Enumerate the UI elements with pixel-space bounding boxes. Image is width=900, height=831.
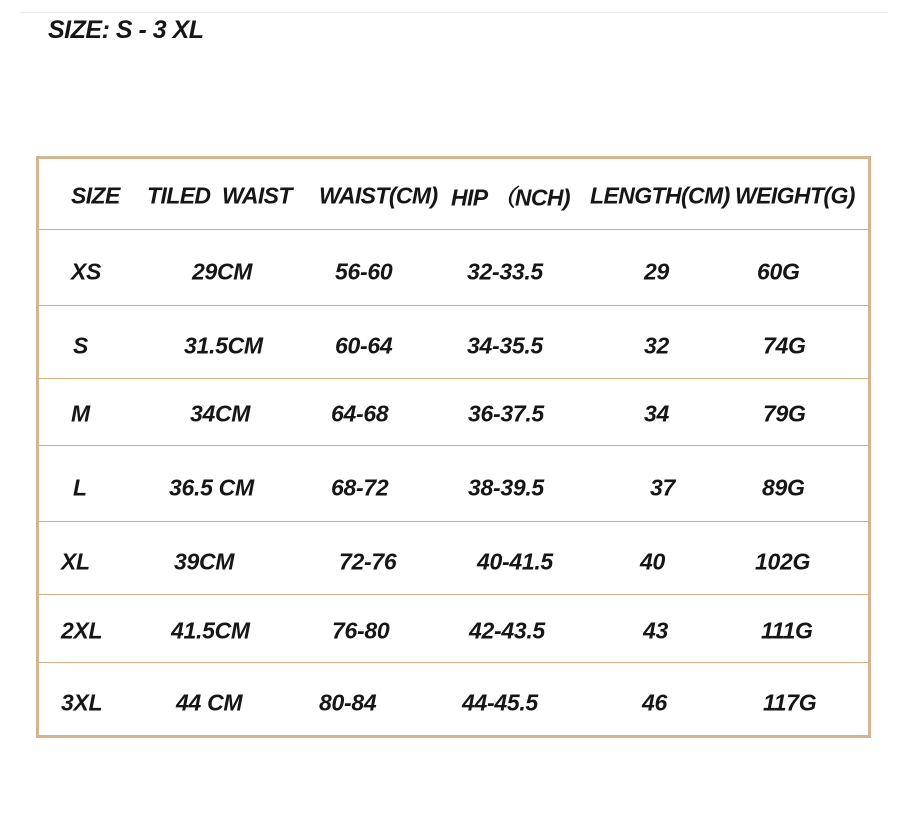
cell-waist: 68-72 — [331, 474, 389, 501]
size-range-title: SIZE: S - 3 XL — [48, 16, 204, 44]
table-row — [39, 446, 868, 522]
cell-length: 46 — [642, 689, 667, 716]
cell-weight: 89G — [762, 474, 805, 501]
cell-waist: 56-60 — [335, 258, 393, 285]
cell-size: S — [73, 332, 89, 359]
cell-tiled-waist: 31.5CM — [184, 332, 263, 359]
cell-waist: 60-64 — [335, 332, 393, 359]
header-weight: WEIGHT(G) — [735, 182, 855, 209]
cell-waist: 64-68 — [331, 400, 389, 427]
cell-size: 2XL — [61, 617, 103, 644]
cell-tiled-waist: 44 CM — [176, 689, 243, 716]
cell-waist: 72-76 — [339, 548, 397, 575]
table-row — [39, 595, 868, 663]
cell-length: 37 — [650, 474, 675, 501]
cell-length: 32 — [644, 332, 669, 359]
cell-size: XS — [71, 258, 102, 285]
header-size: SIZE — [71, 182, 120, 209]
cell-length: 29 — [644, 258, 669, 285]
size-chart-table — [36, 156, 871, 738]
cell-size: L — [73, 474, 87, 501]
top-divider — [20, 12, 888, 13]
cell-weight: 117G — [763, 689, 817, 716]
cell-hip: 40-41.5 — [477, 548, 553, 575]
table-row — [39, 522, 868, 595]
cell-hip: 44-45.5 — [462, 689, 538, 716]
table-row — [39, 663, 868, 735]
cell-hip: 34-35.5 — [467, 332, 543, 359]
table-row — [39, 230, 868, 306]
cell-waist: 80-84 — [319, 689, 377, 716]
table-row — [39, 306, 868, 379]
cell-hip: 32-33.5 — [467, 258, 543, 285]
header-tiled-waist: TILED WAIST — [147, 182, 292, 209]
cell-hip: 42-43.5 — [469, 617, 545, 644]
cell-size: 3XL — [61, 689, 103, 716]
cell-weight: 102G — [755, 548, 811, 575]
cell-tiled-waist: 41.5CM — [171, 617, 250, 644]
cell-size: XL — [61, 548, 90, 575]
cell-tiled-waist: 36.5 CM — [169, 474, 254, 501]
cell-size: M — [71, 400, 90, 427]
cell-weight: 60G — [757, 258, 800, 285]
table-header-row — [39, 159, 868, 230]
cell-length: 40 — [640, 548, 665, 575]
cell-hip: 36-37.5 — [468, 400, 544, 427]
cell-length: 34 — [644, 400, 669, 427]
header-waist: WAIST(CM) — [319, 182, 438, 209]
cell-tiled-waist: 39CM — [174, 548, 235, 575]
cell-weight: 111G — [761, 617, 813, 644]
header-length: LENGTH(CM) — [590, 182, 730, 209]
cell-tiled-waist: 29CM — [192, 258, 253, 285]
cell-weight: 74G — [763, 332, 806, 359]
cell-hip: 38-39.5 — [468, 474, 544, 501]
cell-waist: 76-80 — [332, 617, 390, 644]
cell-weight: 79G — [763, 400, 806, 427]
cell-length: 43 — [643, 617, 668, 644]
table-row — [39, 379, 868, 446]
header-hip: HIP （NCH) — [451, 184, 570, 211]
cell-tiled-waist: 34CM — [190, 400, 251, 427]
